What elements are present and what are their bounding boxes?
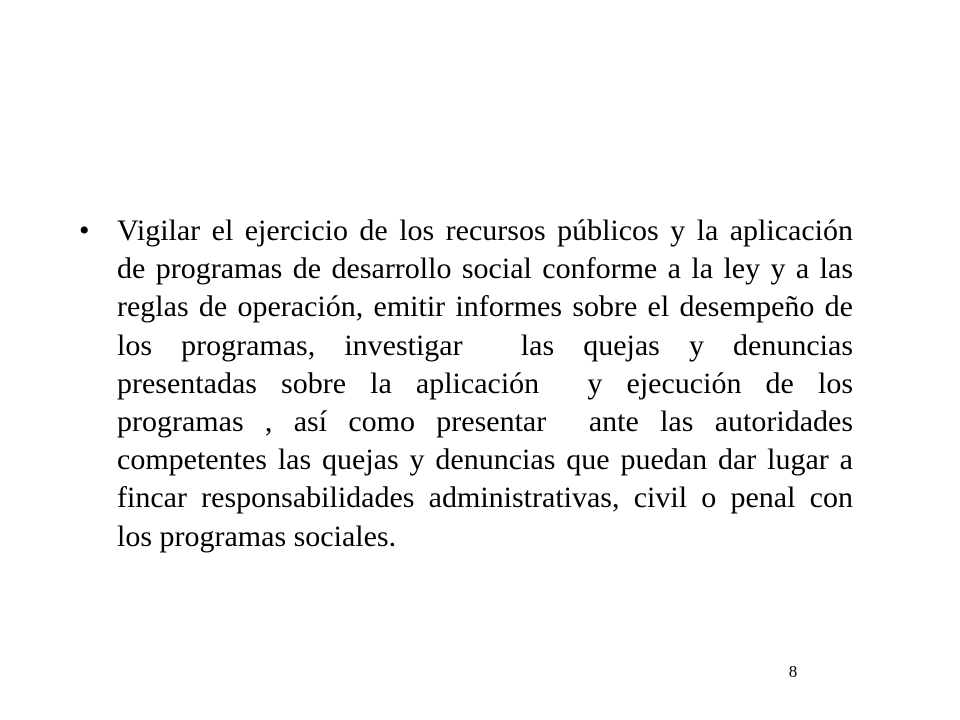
text-line: fincar responsabilidades administrativas, civil o penal con <box>117 481 853 515</box>
text-line: reglas de operación, emitir informes sobre el desempeño de <box>117 290 853 324</box>
text-line: competentes las quejas y denuncias que puedan dar lugar a <box>117 443 853 477</box>
text-line: presentadas sobre la aplicación y ejecución de los <box>117 366 853 400</box>
bullet-icon: • <box>79 214 90 247</box>
text-line: los programas sociales. <box>117 519 397 553</box>
bullet-text <box>117 212 853 556</box>
text-line: de programas de desarrollo social conforme a la ley y a las <box>117 252 853 286</box>
bullet-item <box>79 212 853 556</box>
page-number: 8 <box>788 662 798 681</box>
text-line: programas , así como presentar ante las autoridades <box>117 405 853 439</box>
text-line: los programas, investigar las quejas y denuncias <box>117 328 853 362</box>
text-line: Vigilar el ejercicio de los recursos públicos y la aplicación <box>117 214 853 247</box>
